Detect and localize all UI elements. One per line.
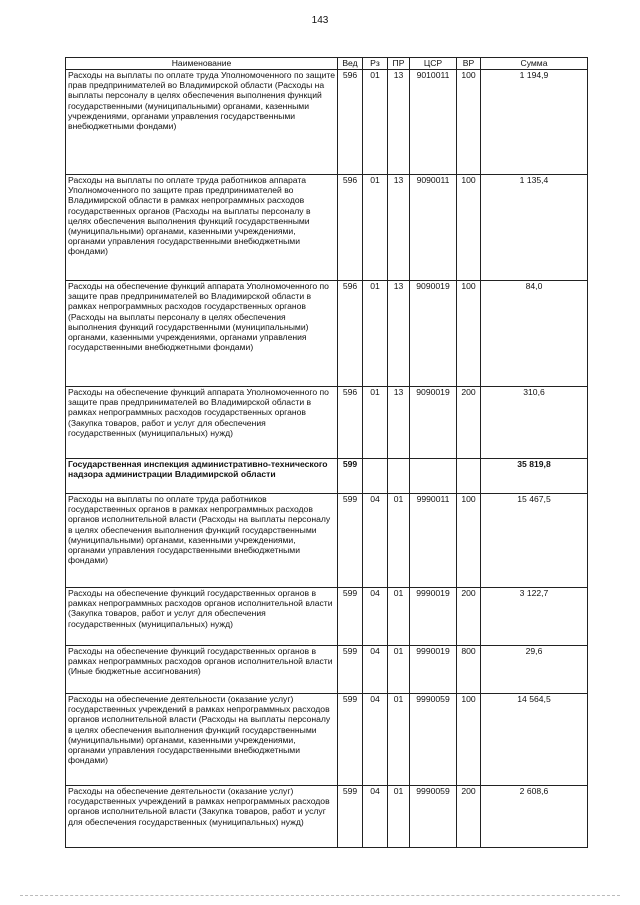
row-sum: 84,0 <box>481 281 588 387</box>
row-pr: 01 <box>388 694 410 786</box>
table-row <box>66 175 588 281</box>
table-row <box>66 494 588 588</box>
row-rz: 04 <box>363 646 388 694</box>
row-vr: 200 <box>457 786 481 848</box>
row-vr: 100 <box>457 281 481 387</box>
row-csr: 9990011 <box>410 494 457 588</box>
row-pr: 13 <box>388 175 410 281</box>
row-rz: 04 <box>363 494 388 588</box>
row-rz: 04 <box>363 588 388 646</box>
header-name: Наименование <box>66 58 338 70</box>
row-rz <box>363 459 388 494</box>
row-sum: 1 135,4 <box>481 175 588 281</box>
row-csr <box>410 459 457 494</box>
row-csr: 9990059 <box>410 694 457 786</box>
row-ved: 599 <box>338 459 363 494</box>
table-row <box>66 387 588 459</box>
row-csr: 9090011 <box>410 175 457 281</box>
row-csr: 9090019 <box>410 281 457 387</box>
row-ved: 596 <box>338 175 363 281</box>
row-name: Расходы на выплаты по оплате труда Уполномоченного по защите прав предпринимателей во Владимирской области (Расходы на выплаты персоналу в целях обеспечения выполнения функций государственными (муниципальными) органами, казенными учреждениями, органами управления государственными внебюджетными фондами) <box>66 70 338 175</box>
row-rz: 01 <box>363 387 388 459</box>
row-sum: 3 122,7 <box>481 588 588 646</box>
table-row <box>66 646 588 694</box>
row-pr: 01 <box>388 588 410 646</box>
row-sum: 310,6 <box>481 387 588 459</box>
row-name: Расходы на выплаты по оплате труда работников аппарата Уполномоченного по защите прав предпринимателей во Владимирской области в рамках непрограммных расходов государственных органов (Расходы на выплаты персоналу в целях обеспечения выполнения функций государственными (муниципальными) органами, казенными учреждениями, органами управления государственными внебюджетными фондами) <box>66 175 338 281</box>
header-vr: ВР <box>457 58 481 70</box>
header-ved: Вед <box>338 58 363 70</box>
row-name: Расходы на обеспечение функций аппарата Уполномоченного по защите прав предпринимателей во Владимирской области в рамках непрограммных расходов государственных органов (Закупка товаров, работ и услуг для обеспечения государственных (муниципальных) нужд) <box>66 387 338 459</box>
row-ved: 599 <box>338 494 363 588</box>
row-sum: 15 467,5 <box>481 494 588 588</box>
row-ved: 599 <box>338 646 363 694</box>
row-vr: 200 <box>457 387 481 459</box>
row-name: Расходы на обеспечение деятельности (оказание услуг) государственных учреждений в рамках непрограммных расходов органов исполнительной власти (Расходы на выплаты персоналу в целях обеспечения выполнения функций государственными (муниципальными) органами, казенными учреждениями, органами управления государственными внебюджетными фондами) <box>66 694 338 786</box>
row-csr: 9990019 <box>410 646 457 694</box>
row-ved: 599 <box>338 694 363 786</box>
row-name: Расходы на обеспечение функций государственных органов в рамках непрограммных расходов органов исполнительной власти (Закупка товаров, работ и услуг для обеспечения государственных (муниципальных) нужд) <box>66 588 338 646</box>
scan-edge-line <box>20 895 620 896</box>
header-csr: ЦСР <box>410 58 457 70</box>
table-row-section <box>66 459 588 494</box>
row-vr: 100 <box>457 694 481 786</box>
row-name: Расходы на обеспечение деятельности (оказание услуг) государственных учреждений в рамках непрограммных расходов органов исполнительной власти (Закупка товаров, работ и услуг для обеспечения государственных (муниципальных) нужд) <box>66 786 338 848</box>
row-vr: 100 <box>457 494 481 588</box>
table-row <box>66 786 588 848</box>
row-pr: 13 <box>388 387 410 459</box>
header-sum: Сумма <box>481 58 588 70</box>
row-sum: 1 194,9 <box>481 70 588 175</box>
row-name: Расходы на обеспечение функций государственных органов в рамках непрограммных расходов органов исполнительной власти (Иные бюджетные ассигнования) <box>66 646 338 694</box>
row-name: Расходы на выплаты по оплате труда работников государственных органов в рамках непрограммных расходов органов исполнительной власти (Расходы на выплаты персоналу в целях обеспечения выполнения функций государственными (муниципальными) органами, казенными учреждениями, органами управления государственными внебюджетными фондами) <box>66 494 338 588</box>
row-vr: 800 <box>457 646 481 694</box>
row-ved: 596 <box>338 387 363 459</box>
row-sum: 14 564,5 <box>481 694 588 786</box>
row-ved: 596 <box>338 70 363 175</box>
row-rz: 01 <box>363 175 388 281</box>
table-row <box>66 70 588 175</box>
row-vr: 100 <box>457 70 481 175</box>
row-sum: 2 608,6 <box>481 786 588 848</box>
budget-table <box>65 57 588 848</box>
table-header-row <box>66 58 588 70</box>
row-pr: 01 <box>388 494 410 588</box>
table-row <box>66 588 588 646</box>
table-row <box>66 694 588 786</box>
page-number: 143 <box>311 15 329 26</box>
header-rz: Рз <box>363 58 388 70</box>
row-name: Государственная инспекция административно-технического надзора администрации Владимирской области <box>66 459 338 494</box>
row-pr: 01 <box>388 786 410 848</box>
row-pr: 13 <box>388 70 410 175</box>
row-ved: 599 <box>338 786 363 848</box>
row-ved: 596 <box>338 281 363 387</box>
row-rz: 01 <box>363 70 388 175</box>
header-pr: ПР <box>388 58 410 70</box>
row-rz: 01 <box>363 281 388 387</box>
row-sum: 35 819,8 <box>481 459 588 494</box>
row-name: Расходы на обеспечение функций аппарата Уполномоченного по защите прав предпринимателей во Владимирской области в рамках непрограммных расходов государственных органов (Расходы на выплаты персоналу в целях обеспечения выполнения функций государственными (муниципальными) органами, казенными учреждениями, органами управления государственными внебюджетными фондами) <box>66 281 338 387</box>
row-rz: 04 <box>363 694 388 786</box>
row-csr: 9090019 <box>410 387 457 459</box>
row-vr: 100 <box>457 175 481 281</box>
row-pr <box>388 459 410 494</box>
row-sum: 29,6 <box>481 646 588 694</box>
row-csr: 9990059 <box>410 786 457 848</box>
row-csr: 9010011 <box>410 70 457 175</box>
row-pr: 01 <box>388 646 410 694</box>
row-ved: 599 <box>338 588 363 646</box>
row-csr: 9990019 <box>410 588 457 646</box>
row-vr <box>457 459 481 494</box>
row-vr: 200 <box>457 588 481 646</box>
row-rz: 04 <box>363 786 388 848</box>
row-pr: 13 <box>388 281 410 387</box>
table-row <box>66 281 588 387</box>
